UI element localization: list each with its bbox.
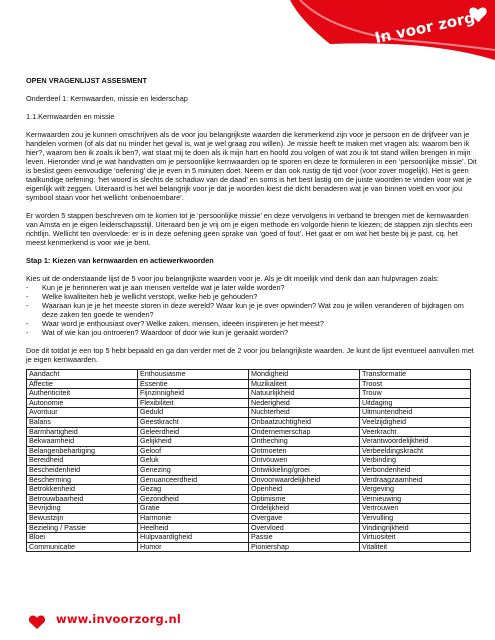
table-row (27, 485, 471, 495)
values-table (26, 369, 471, 552)
table-cell: Ontwikkeling/groei (249, 465, 360, 475)
footer-url[interactable]: www.invoorzorg.nl (56, 612, 181, 626)
table-cell: Natuurlijkheid (249, 389, 360, 399)
table-cell: Overgave (249, 513, 360, 523)
list-item: - Wat of wie kan jou ontroeren? Waardoor of door wie kun je geraakt worden? (26, 328, 289, 337)
table-cell: Gezag (138, 485, 249, 495)
table-cell: Verbinding (360, 456, 471, 466)
logo-text: In voor zorg! (373, 6, 484, 48)
table-cell: Autonomie (27, 398, 138, 408)
table-cell: Barmhartigheid (27, 427, 138, 437)
table-cell: Bekwaamheid (27, 437, 138, 447)
table-row (27, 427, 471, 437)
table-cell: Authenticiteit (27, 389, 138, 399)
question-list (26, 283, 478, 337)
table-cell: Bewustzijn (27, 513, 138, 523)
table-cell: Troost (360, 379, 471, 389)
table-cell: Vernieuwing (360, 494, 471, 504)
document-title: OPEN VRAGENLIJST ASSESMENT (26, 76, 147, 85)
table-cell: Gelijkheid (138, 437, 249, 447)
table-cell: Bevrijding (27, 504, 138, 514)
table-cell: Verdraagzaamheid (360, 475, 471, 485)
table-cell: Vergeving (360, 485, 471, 495)
table-cell: Heelheid (138, 523, 249, 533)
table-cell: Bloei (27, 533, 138, 543)
table-cell: Humor (138, 542, 249, 552)
table-cell: Ondernemerschap (249, 427, 360, 437)
table-row (27, 475, 471, 485)
table-row (27, 456, 471, 466)
banner-shape (0, 0, 495, 66)
table-cell: Optimisme (249, 494, 360, 504)
table-cell: Harmonie (138, 513, 249, 523)
table-cell: Muzikaliteit (249, 379, 360, 389)
step-outro: Doe dit totdat je een top 5 hebt bepaald en ga dan verder met de 2 voor jou belangrijkste waarden. Je kunt de lijst eventueel aanvullen met je eigen kernwaarden. (26, 346, 474, 364)
header-banner (0, 0, 495, 66)
table-cell: Geluk (138, 456, 249, 466)
table-cell: Fijnzinnigheid (138, 389, 249, 399)
table-row (27, 542, 471, 552)
table-cell: Onbaatzuchtigheid (249, 417, 360, 427)
table-cell: Ontvouwen (249, 456, 360, 466)
footer (0, 596, 495, 640)
table-row (27, 389, 471, 399)
table-cell: Verbondenheid (360, 465, 471, 475)
list-item: - Waar word je enthousiast over? Welke zaken, mensen, ideeën inspireren je het meest? (26, 319, 324, 328)
table-cell: Balans (27, 417, 138, 427)
table-cell: Veerkracht (360, 427, 471, 437)
table-row (27, 494, 471, 504)
table-cell: Vertrouwen (360, 504, 471, 514)
part-heading: Onderdeel 1: Kernwaarden, missie en leiderschap (26, 94, 188, 103)
table-cell: Vervulling (360, 513, 471, 523)
table-cell: Nederigheid (249, 398, 360, 408)
table-cell: Nuchterheid (249, 408, 360, 418)
table-cell: Uitmuntendheid (360, 408, 471, 418)
table-cell: Mondigheid (249, 370, 360, 380)
table-row (27, 370, 471, 380)
step-heading: Stap 1: Kiezen van kernwaarden en actiewerkwoorden (26, 256, 214, 265)
table-cell: Affectie (27, 379, 138, 389)
table-row (27, 446, 471, 456)
table-cell: Bezieling / Passie (27, 523, 138, 533)
table-cell: Gratie (138, 504, 249, 514)
table-cell: Verantwoordelijkheid (360, 437, 471, 447)
table-cell: Betrokkenheid (27, 485, 138, 495)
table-cell: Transformatie (360, 370, 471, 380)
table-cell: Geloof (138, 446, 249, 456)
table-row (27, 408, 471, 418)
table-cell: Trouw (360, 389, 471, 399)
table-cell: Bereidheid (27, 456, 138, 466)
table-cell: Geleerdheid (138, 427, 249, 437)
table-cell: Openheid (249, 485, 360, 495)
table-cell: Hulpvaardigheid (138, 533, 249, 543)
table-row (27, 398, 471, 408)
heart-icon (28, 614, 46, 630)
table-cell: Onvoorwaardelijkheid (249, 475, 360, 485)
table-cell: Belangenbehartiging (27, 446, 138, 456)
list-item: - Welke kwaliteiten heb je wellicht verstopt, welke heb je gehouden? (26, 292, 258, 301)
paragraph-kernwaarden: Kernwaarden zou je kunnen omschrijven als de voor jou belangrijkste waarden die kenmerkend zijn voor je persoon en de drijfveer van je handelen vormen (of als dat nu minder het geval is, wat je wel graag zou willen). Je missie heeft te maken met vragen als: waarom ben ik hier?, waarom ben ik zoals ik ben?, wat staat mij te doen als ik mijn hart en hoofd zou volgen of wat zou ik tot stand willen brengen in mijn leven. Hieronder vind je wat handvatten om je persoonlijke kernwaarden op te sporen en deze te formuleren in een ‘persoonlijke missie’. Dit is beslist geen eenvoudige ‘oefening’ die je even in 5 minuten doet. Neem er dan ook rustig de tijd voor (voor zover mogelijk). Het is geen taalkundige oefening: ‘het woord is slechts de schaduw van de daad’ en soms is het best lastig om de juiste woorden te vinden voor wat je eigenlijk wilt zeggen. Uiteraard is het wel belangrijk voor je dat je woorden kiest die dicht benaderen wat je van binnen voelt en voor jou symbool staan voor het wellicht ‘onbenoembare’. (26, 130, 477, 202)
table-cell: Vindingrijkheid (360, 523, 471, 533)
table-cell: Ontmoeten (249, 446, 360, 456)
table-row (27, 465, 471, 475)
table-cell: Essentie (138, 379, 249, 389)
table-cell: Genuanceerdheid (138, 475, 249, 485)
table-row (27, 379, 471, 389)
table-row (27, 437, 471, 447)
table-cell: Vitaliteit (360, 542, 471, 552)
table-row (27, 504, 471, 514)
table-cell: Bescheidenheid (27, 465, 138, 475)
table-cell: Bescherming (27, 475, 138, 485)
table-cell: Veelzijdigheid (360, 417, 471, 427)
table-cell: Geduld (138, 408, 249, 418)
table-row (27, 513, 471, 523)
table-cell: Pioniershap (249, 542, 360, 552)
table-cell: Aandacht (27, 370, 138, 380)
table-cell: Verbeeldingskracht (360, 446, 471, 456)
table-row (27, 533, 471, 543)
list-item: - Waaraan kun je je het meeste storen in deze wereld? Waar kun je je over opwinden? Wat zou je willen veranderen of bijdragen om deze zaken ten goede te wenden? (26, 301, 464, 319)
table-cell: Genezing (138, 465, 249, 475)
table-cell: Betrouwbaarheid (27, 494, 138, 504)
table-cell: Ordelijkheid (249, 504, 360, 514)
section-heading: 1.1.Kernwaarden en missie (26, 112, 115, 121)
table-cell: Communicatie (27, 542, 138, 552)
table-cell: Geestkracht (138, 417, 249, 427)
table-cell: Uitdaging (360, 398, 471, 408)
table-row (27, 523, 471, 533)
step-intro: Kies uit de onderstaande lijst de 5 voor jou belangrijkste waarden voor je. Als je dit moeilijk vind denk dan aan hulpvragen zoals: (26, 274, 439, 283)
document-body (26, 72, 478, 552)
table-cell: Virtuositeit (360, 533, 471, 543)
table-cell: Overvloed (249, 523, 360, 533)
table-cell: Ontheching (249, 437, 360, 447)
table-cell: Gezondheid (138, 494, 249, 504)
paragraph-stappen: Er worden 5 stappen beschreven om te komen tot je ‘persoonlijke missie’ en deze vervolgens in verband te brengen met de kernwaarden van Amsta en je eigen leiderschapsstijl. Uiteraard ben je vrij om je eigen methode en volgorde hierin te kiezen; de stappen zijn slechts een richtlijn. Wellicht ten overvloede: er is in deze oefening geen sprake van ‘goed of fout’. Het gaat er om wat het beste bij je past, cq. het meest kenmerkend is voor wie je bent. (26, 211, 473, 247)
table-cell: Avontuur (27, 408, 138, 418)
table-cell: Flexibiliteit (138, 398, 249, 408)
table-row (27, 417, 471, 427)
table-cell: Passie (249, 533, 360, 543)
list-item: - Kun je je herinneren wat je aan mensen vertelde wat je later wilde worden? (26, 283, 285, 292)
table-cell: Enthousiasme (138, 370, 249, 380)
